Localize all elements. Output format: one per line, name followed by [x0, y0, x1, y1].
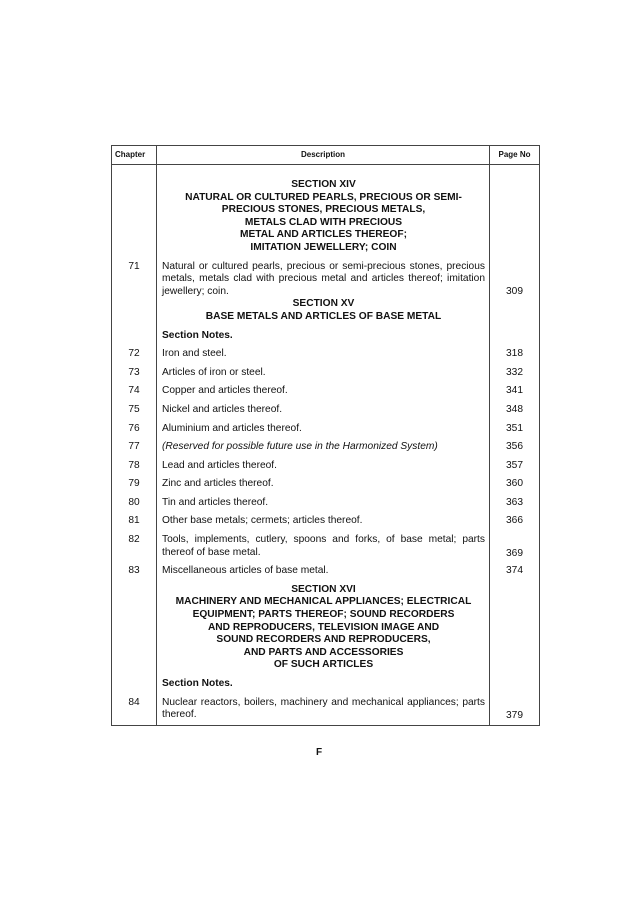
section-notes: Section Notes. — [157, 327, 490, 346]
chapter-description: Aluminium and articles thereof. — [157, 420, 490, 439]
page-number: 369 — [490, 531, 540, 562]
section-title: SECTION XVI — [291, 583, 356, 595]
chapter-number: 82 — [112, 531, 157, 562]
section-heading-line: NATURAL OR CULTURED PEARLS, PRECIOUS OR SEMI- — [185, 191, 462, 203]
chapter-number: 83 — [112, 562, 157, 581]
table-row — [112, 562, 540, 581]
table-row — [112, 694, 540, 726]
table-row — [112, 258, 540, 327]
page-number: 351 — [490, 420, 540, 439]
chapter-description: Lead and articles thereof. — [157, 457, 490, 476]
chapter-description: Nickel and articles thereof. — [157, 401, 490, 420]
section-heading-line: OF SUCH ARTICLES — [273, 659, 374, 671]
table-row — [112, 364, 540, 383]
table-row — [112, 512, 540, 531]
section-title: SECTION XV — [292, 298, 355, 310]
page-number: 348 — [490, 401, 540, 420]
section-heading-line: METAL AND ARTICLES THEREOF; — [240, 229, 407, 241]
table-row — [112, 345, 540, 364]
chapter-description: Zinc and articles thereof. — [157, 475, 490, 494]
section-heading-line: MACHINERY AND MECHANICAL APPLIANCES; ELECTRICAL — [175, 596, 472, 608]
chapter-description: Other base metals; cermets; articles thereof. — [157, 512, 490, 531]
chapter-number: 77 — [112, 438, 157, 457]
chapter-number: 73 — [112, 364, 157, 383]
section-heading-line: SOUND RECORDERS AND REPRODUCERS, — [216, 634, 431, 646]
page-footer-letter: F — [315, 747, 323, 758]
chapter-description — [157, 258, 490, 327]
chapter-description: Tools, implements, cutlery, spoons and forks, of base metal; parts thereof of base metal. — [157, 531, 490, 562]
page-number: 332 — [490, 364, 540, 383]
page-number: 366 — [490, 512, 540, 531]
page-number: 341 — [490, 382, 540, 401]
chapter-number: 80 — [112, 494, 157, 513]
chapter-description: (Reserved for possible future use in the Harmonized System) — [157, 438, 490, 457]
page-number: 374 — [490, 562, 540, 581]
chapter-description: Iron and steel. — [157, 345, 490, 364]
page-number: 318 — [490, 345, 540, 364]
table-row — [112, 401, 540, 420]
page-number: 363 — [490, 494, 540, 513]
chapter-number: 79 — [112, 475, 157, 494]
chapter-number: 78 — [112, 457, 157, 476]
page-number: 309 — [490, 258, 540, 327]
table-row — [112, 438, 540, 457]
section-heading-line: AND PARTS AND ACCESSORIES — [243, 646, 404, 658]
page-number: 360 — [490, 475, 540, 494]
page-number: 379 — [490, 694, 540, 726]
chapter-number: 76 — [112, 420, 157, 439]
chapter-description: Tin and articles thereof. — [157, 494, 490, 513]
chapter-description: Miscellaneous articles of base metal. — [157, 562, 490, 581]
chapter-description: Articles of iron or steel. — [157, 364, 490, 383]
table-row — [112, 382, 540, 401]
section-notes-row — [112, 675, 540, 694]
section-heading-line: AND REPRODUCERS, TELEVISION IMAGE AND — [207, 621, 440, 633]
chapter-description: Copper and articles thereof. — [157, 382, 490, 401]
page-number: 356 — [490, 438, 540, 457]
section-heading-line: PRECIOUS STONES, PRECIOUS METALS, — [221, 204, 426, 216]
section-notes-row — [112, 327, 540, 346]
contents-table — [111, 145, 540, 726]
header-page: Page No — [490, 146, 540, 165]
chapter-number: 84 — [112, 694, 157, 726]
table-row — [112, 475, 540, 494]
header-description: Description — [157, 146, 490, 165]
section-notes: Section Notes. — [157, 675, 490, 694]
section-heading-line: BASE METALS AND ARTICLES OF BASE METAL — [205, 310, 442, 322]
section-xiv-heading — [157, 165, 490, 258]
chapter-number: 74 — [112, 382, 157, 401]
section-heading-line: METALS CLAD WITH PRECIOUS — [244, 216, 403, 228]
section-xvi-heading — [157, 581, 490, 675]
chapter-description-text: Natural or cultured pearls, precious or semi-precious stones, precious metals, metals clad with precious metal and articles thereof; imitation jewellery; coin. — [162, 260, 485, 297]
table-row — [112, 457, 540, 476]
section-xiv-heading-row — [112, 165, 540, 258]
section-heading-line: EQUIPMENT; PARTS THEREOF; SOUND RECORDERS — [192, 609, 455, 621]
chapter-number: 72 — [112, 345, 157, 364]
header-row — [112, 146, 540, 165]
chapter-number: 81 — [112, 512, 157, 531]
chapter-number: 75 — [112, 401, 157, 420]
table-row — [112, 531, 540, 562]
section-xvi-heading-row — [112, 581, 540, 675]
chapter-description: Nuclear reactors, boilers, machinery and mechanical appliances; parts thereof. — [157, 694, 490, 726]
section-title: SECTION XIV — [291, 179, 356, 190]
page-number: 357 — [490, 457, 540, 476]
header-chapter: Chapter — [112, 146, 157, 165]
section-heading-line: IMITATION JEWELLERY; COIN — [250, 241, 397, 253]
table-row — [112, 494, 540, 513]
table-row — [112, 420, 540, 439]
chapter-number: 71 — [112, 258, 157, 327]
